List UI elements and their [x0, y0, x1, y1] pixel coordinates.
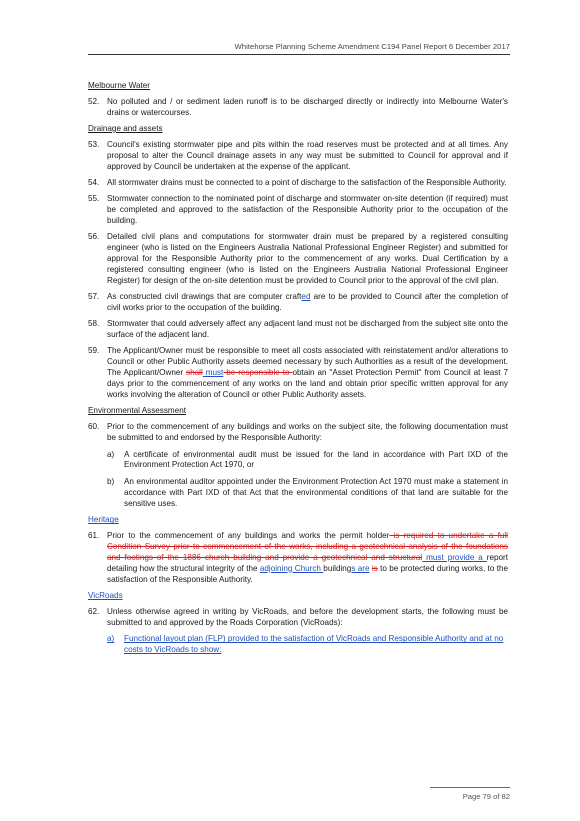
footer-rule — [430, 787, 510, 788]
paragraph-text — [107, 346, 508, 400]
paragraph-number: 61. — [88, 531, 100, 541]
paragraph-60 — [88, 422, 508, 444]
paragraph-text: Council's existing stormwater pipe and pits within the road reserves must be protected and at all times. Any proposal to alter the Council drainage assets in any way must be submitted to Council for approval and if approved by Council be undertaken at the expense of the applicant. — [107, 139, 508, 171]
subparagraph-label: a) — [107, 449, 115, 459]
paragraph-number: 56. — [88, 232, 100, 242]
deleted-text: is required to undertake a full Condition Survey prior to commencement of the works, including a geotechnical analysis of the foundations and footings of the 1886 church building and provide a geotechnical and structural — [107, 531, 508, 562]
paragraph-53 — [88, 140, 508, 173]
paragraph-text: Unless otherwise agreed in writing by VicRoads, and before the development starts, the following must be submitted to and approved by the Roads Corporation (VicRoads): — [107, 606, 508, 627]
heading-vicroads: VicRoads — [88, 590, 123, 600]
deleted-text: is — [371, 563, 378, 573]
inserted-text: must provide a — [422, 552, 487, 562]
paragraph-55 — [88, 194, 508, 227]
paragraph-54 — [88, 178, 508, 189]
subparagraph-label: b) — [107, 477, 115, 487]
subparagraph-label: a) — [107, 634, 115, 644]
paragraph-text: Stormwater that could adversely affect any adjacent land must not be discharged from the subject site onto the surface of the adjacent land. — [107, 319, 508, 340]
heading-drainage: Drainage and assets — [88, 124, 163, 134]
paragraph-61 — [88, 531, 508, 585]
paragraph-text: Detailed civil plans and computations for stormwater drain must be prepared by a registered consulting engineer (who is listed on the Engineers Australia National Professional Engineer Register) and submitted for approval for the Responsible Authority prior to the commencement of any works. Dual Certification by a registered consulting engineer (who is listed on the Engineers Australia National Professional Engineer Register) for design of the on-site detention must be provided to Council prior to the approval of the civil plan. — [107, 232, 508, 285]
paragraph-56 — [88, 232, 508, 286]
paragraph-number: 58. — [88, 319, 100, 329]
heading-melbourne-water: Melbourne Water — [88, 81, 151, 90]
text-run: report detailing how the structural integrity of the — [107, 552, 508, 573]
text-run: As constructed civil drawings that are computer craft — [107, 292, 302, 301]
paragraph-57 — [88, 292, 508, 314]
paragraph-number: 57. — [88, 292, 100, 301]
paragraph-text — [107, 531, 508, 585]
heading-environmental: Environmental Assessment — [88, 406, 186, 416]
paragraph-number: 59. — [88, 346, 100, 356]
text-run: are to be provided to Council after the completion of civil works prior to the occupation of the building. — [107, 292, 508, 312]
page-header: Whitehorse Planning Scheme Amendment C194 Panel Report 6 December 2017 — [234, 42, 510, 51]
inserted-text: ed — [301, 292, 311, 301]
document-body — [88, 81, 508, 662]
paragraph-number: 53. — [88, 139, 100, 149]
paragraph-59 — [88, 346, 508, 400]
paragraph-text: All stormwater drains must be connected to a point of discharge to the satisfaction of the Responsible Authority. — [107, 177, 507, 187]
paragraph-62 — [88, 607, 508, 629]
paragraph-58 — [88, 319, 508, 341]
inserted-text: must — [202, 368, 224, 378]
text-run: Prior to the commencement of any buildings and works the permit holder — [107, 531, 390, 541]
text-run: The Applicant/Owner must be responsible to meet all costs associated with reinstatement and/or alterations to Council or other Public Authority assets deemed necessary by such Authorities as a result of the development. The Applicant/Owner — [107, 346, 508, 378]
paragraph-text: Prior to the commencement of any buildings and works on the subject site, the following documentation must be submitted to and endorsed by the Responsible Authority: — [107, 421, 508, 442]
heading-heritage: Heritage — [88, 515, 119, 525]
header-rule — [88, 54, 510, 55]
paragraph-number: 60. — [88, 421, 100, 431]
paragraph-number: 54. — [88, 177, 100, 187]
subparagraph-text: A certificate of environmental audit must be issued for the land in accordance with Part IXD of the Environment Protection Act 1970, or — [124, 449, 508, 470]
deleted-text: be responsible to — [223, 368, 293, 378]
subparagraph-60b — [107, 477, 508, 510]
subparagraph-text: Functional layout plan (FLP) provided to the satisfaction of VicRoads and Responsible Authority and at no costs to VicRoads to show: — [124, 634, 504, 655]
text-run: building — [323, 563, 352, 573]
deleted-text: shall — [186, 368, 203, 378]
paragraph-number: 62. — [88, 606, 100, 616]
text-run: obtain an "Asset Protection Permit" from Council at least 7 days prior to the commencement of any works on the land and obtain prior specific written approval for any works involving the alteration of Council or other Public Authority assets. — [107, 368, 508, 399]
paragraph-text — [107, 292, 508, 314]
inserted-text: s are — [351, 563, 370, 573]
paragraph-text: No polluted and / or sediment laden runoff is to be discharged directly or indirectly into Melbourne Water's drains or watercourses. — [107, 96, 508, 117]
page-number: Page 79 of 82 — [462, 792, 510, 801]
subparagraph-text: An environmental auditor appointed under the Environment Protection Act 1970 must make a statement in accordance with Part IXD of that Act that the environmental conditions of that land are suitable for the sensitive uses. — [124, 477, 508, 508]
subparagraph-62a — [107, 634, 508, 656]
text-run: to be protected during works, to the satisfaction of the Responsible Authority. — [107, 563, 508, 584]
subparagraph-60a — [107, 450, 508, 472]
paragraph-52 — [88, 97, 508, 119]
paragraph-number: 55. — [88, 194, 100, 204]
paragraph-text: Stormwater connection to the nominated point of discharge and stormwater on-site detention (if required) must be completed and approved to the satisfaction of the Responsible Authority prior to the occupation of the building. — [107, 194, 508, 225]
inserted-text: adjoining Church — [259, 563, 324, 573]
paragraph-number: 52. — [88, 96, 100, 106]
